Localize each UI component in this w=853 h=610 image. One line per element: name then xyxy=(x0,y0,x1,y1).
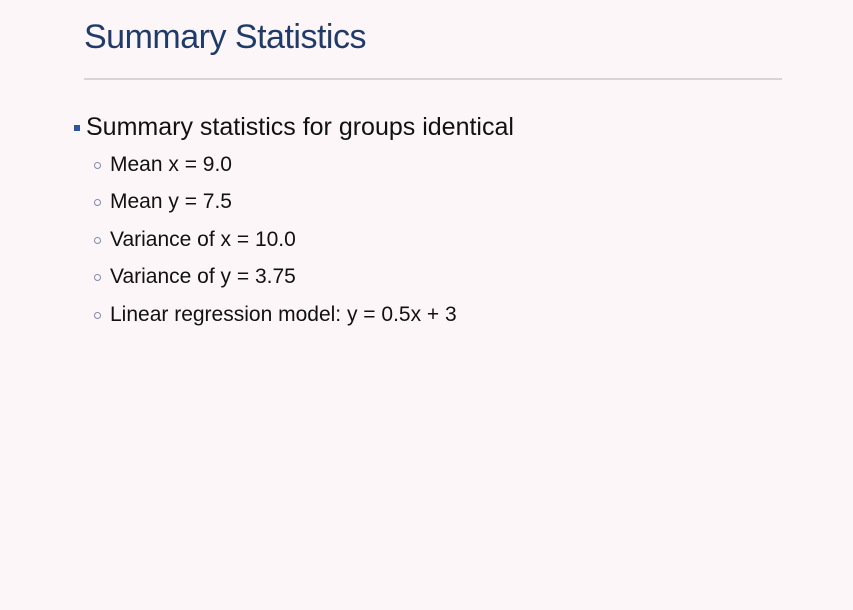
sub-bullet-list xyxy=(74,146,774,334)
ring-bullet-icon xyxy=(94,312,101,319)
sub-bullet-variance-x xyxy=(74,221,774,259)
square-bullet-icon xyxy=(74,125,80,131)
ring-bullet-icon xyxy=(94,274,101,281)
sub-bullet-mean-y xyxy=(74,184,774,222)
sub-bullet-text: Mean x = 9.0 xyxy=(110,152,232,176)
sub-bullet-regression xyxy=(74,296,774,334)
ring-bullet-icon xyxy=(94,162,101,169)
sub-bullet-mean-x xyxy=(74,146,774,184)
ring-bullet-icon xyxy=(94,237,101,244)
main-bullet-text: Summary statistics for groups identical xyxy=(86,112,514,141)
sub-bullet-text: Linear regression model: y = 0.5x + 3 xyxy=(110,302,457,326)
sub-bullet-variance-y xyxy=(74,259,774,297)
sub-bullet-text: Variance of x = 10.0 xyxy=(110,227,296,251)
title-divider xyxy=(84,78,782,80)
sub-bullet-text: Mean y = 7.5 xyxy=(110,190,232,214)
ring-bullet-icon xyxy=(94,199,101,206)
slide-title: Summary Statistics xyxy=(84,18,366,56)
main-bullet xyxy=(74,108,774,146)
sub-bullet-text: Variance of y = 3.75 xyxy=(110,265,296,289)
bullet-list xyxy=(74,108,774,334)
